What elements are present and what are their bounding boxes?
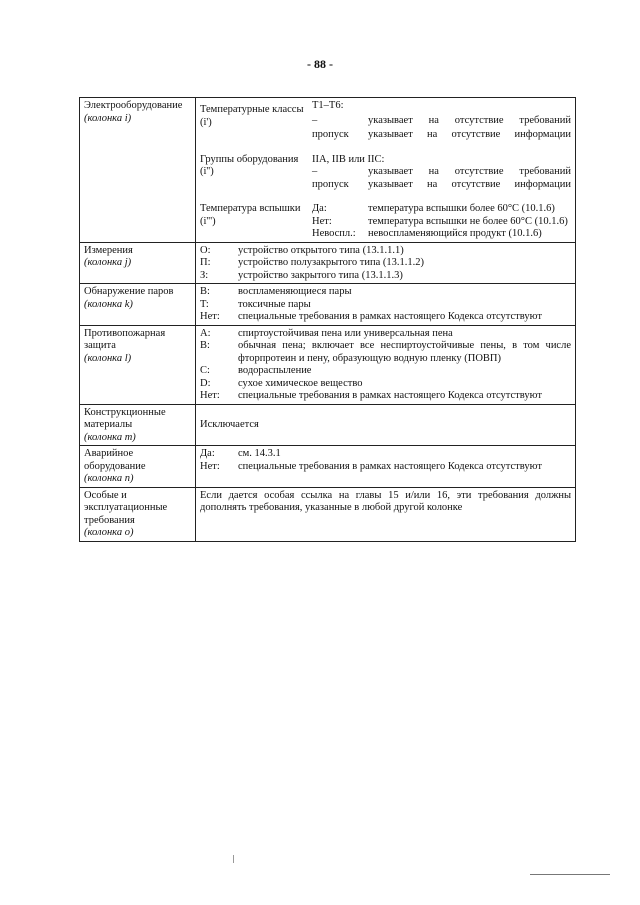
item-text: специальные требования в рамках настоящего Кодекса отсутствуют <box>238 390 542 401</box>
row-header <box>80 325 196 404</box>
row-header <box>80 98 196 243</box>
row-content <box>196 487 576 541</box>
item-text: специальные требования в рамках настоящего Кодекса отсутствуют <box>238 460 542 472</box>
dash-text: указывает на отсутствие требований <box>368 166 571 177</box>
item-key: Нет: <box>200 460 220 472</box>
item-key: O: <box>200 244 211 256</box>
temperature-class-label: Температурные классы (i') <box>200 104 304 128</box>
skip-key: пропуск <box>312 178 349 190</box>
table-row <box>80 404 576 446</box>
item-text: устройство закрытого типа (13.1.1.3) <box>238 269 403 281</box>
item-key: D: <box>200 377 211 389</box>
item-text: обычная пена; включает все неспиртоустойчивые пены, в том числе фторпротеин и пену, образующую водную пленку (ПОВП) <box>238 340 571 364</box>
column-ref: (колонка i) <box>84 112 132 124</box>
footer-rule <box>530 874 610 875</box>
equipment-groups-label: Группы оборудования (i'') <box>200 153 299 177</box>
item-text: воспламеняющиеся пары <box>238 286 352 297</box>
item-key: П: <box>200 257 211 268</box>
item-text: токсичные пары <box>238 298 311 310</box>
item-text: устройство полузакрытого типа (13.1.1.2) <box>238 257 425 268</box>
item-text: спиртоустойчивая пена или универсальная пена <box>238 327 453 339</box>
temperature-class-range: T1–T6: <box>312 100 344 111</box>
row-title: Противопожарная защита <box>84 327 166 351</box>
column-ref: (колонка j) <box>84 257 132 268</box>
dash-key: – <box>312 166 318 177</box>
row-header <box>80 404 196 446</box>
item-text: устройство открытого типа (13.1.1.1) <box>238 244 404 256</box>
row-text: Исключается <box>200 419 259 430</box>
definition-list <box>200 448 571 473</box>
row-title: Особые и эксплуатационные требования <box>84 489 168 526</box>
skip-text: указывает на отсутствие информации <box>368 178 571 190</box>
row-text: Если дается особая ссылка на главы 15 и/или 16, эти требования должны дополнять требования, указанные в любой другой колонке <box>200 489 571 513</box>
no-key: Нет: <box>312 215 332 227</box>
nonflammable-text: невоспламеняющийся продукт (10.1.6) <box>368 228 542 239</box>
item-key: B: <box>200 340 210 351</box>
item-key: A: <box>200 327 211 339</box>
skip-text: указывает на отсутствие информации <box>368 129 571 140</box>
item-key: Да: <box>200 448 215 459</box>
definition-list <box>200 286 571 324</box>
row-title: Конструкционные материалы <box>84 406 166 430</box>
yes-key: Да: <box>312 203 327 214</box>
row-header <box>80 242 196 284</box>
table-row <box>80 325 576 404</box>
item-text: водораспыление <box>238 365 312 376</box>
requirements-table <box>79 97 576 542</box>
item-key: Нет: <box>200 390 220 401</box>
flash-point-block <box>200 203 571 241</box>
definition-list <box>200 328 571 403</box>
scan-mark <box>233 855 234 863</box>
flash-point-label: Температура вспышки (i''') <box>200 203 301 227</box>
column-ref: (колонка l) <box>84 352 132 364</box>
row-content <box>196 404 576 446</box>
item-key: Нет: <box>200 311 220 322</box>
item-text: см. 14.3.1 <box>238 448 281 459</box>
dash-text: указывает на отсутствие требований <box>368 114 571 126</box>
row-title: Обнаружение паров <box>84 286 174 297</box>
no-text: температура вспышки не более 60°С (10.1.6) <box>368 215 568 227</box>
dash-key: – <box>312 114 318 126</box>
row-content <box>196 242 576 284</box>
row-content <box>196 446 576 488</box>
row-header <box>80 284 196 326</box>
skip-key: пропуск <box>312 129 349 140</box>
row-header <box>80 487 196 541</box>
page-number: - 88 - <box>307 57 333 71</box>
yes-text: температура вспышки более 60°С (10.1.6) <box>368 203 555 214</box>
table-row <box>80 98 576 243</box>
temperature-class-block <box>200 100 571 142</box>
equipment-groups-range: IIA, IIB или IIC: <box>312 153 385 165</box>
item-key: З: <box>200 269 209 281</box>
item-key: T: <box>200 298 209 310</box>
row-title: Электрооборудование <box>84 100 183 111</box>
definition-list <box>200 245 571 283</box>
row-title: Измерения <box>84 244 133 256</box>
column-ref: (колонка o) <box>84 527 134 538</box>
column-ref: (колонка k) <box>84 298 133 310</box>
item-key: B: <box>200 286 210 297</box>
row-content <box>196 98 576 243</box>
equipment-groups-block <box>200 154 571 192</box>
item-text: сухое химическое вещество <box>238 377 363 389</box>
row-content <box>196 284 576 326</box>
table-row <box>80 284 576 326</box>
column-ref: (колонка n) <box>84 473 134 484</box>
row-header <box>80 446 196 488</box>
nonflammable-key: Невоспл.: <box>312 228 356 239</box>
item-text: специальные требования в рамках настоящего Кодекса отсутствуют <box>238 311 542 322</box>
table-row <box>80 446 576 488</box>
table-row <box>80 242 576 284</box>
row-content <box>196 325 576 404</box>
item-key: C: <box>200 365 210 376</box>
table-row <box>80 487 576 541</box>
row-title: Аварийное оборудование <box>84 448 146 472</box>
column-ref: (колонка m) <box>84 431 136 443</box>
